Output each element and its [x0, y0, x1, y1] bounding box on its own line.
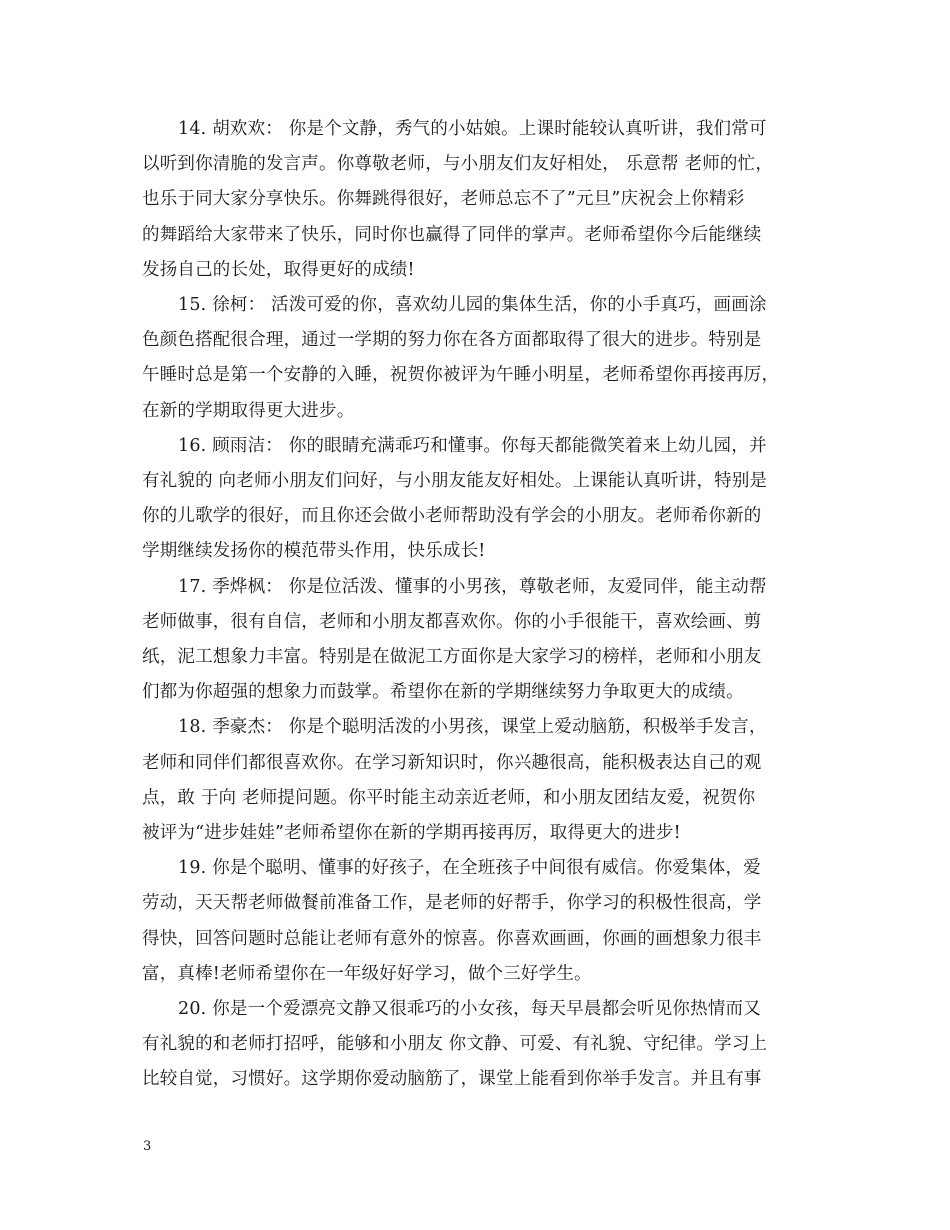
text-line: 色颜色搭配很合理，通过一学期的努力你在各方面都取得了很大的进步。特别是	[142, 330, 762, 351]
text-line: 的舞蹈给大家带来了快乐，同时你也赢得了同伴的掌声。老师希望你今后能继续	[142, 224, 762, 245]
text-line: 点，敢 于向 老师提问题。你平时能主动亲近老师，和小朋友团结友爱，祝贺你	[142, 787, 756, 808]
text-line: 14. 胡欢欢： 你是个文静，秀气的小姑娘。上课时能较认真听讲，我们常可	[178, 119, 767, 139]
text-line: 老师和同伴们都很喜欢你。在学习新知识时，你兴趣很高，能积极表达自己的观	[142, 752, 762, 773]
text-line: 20. 你是一个爱漂亮文静又很乖巧的小女孩，每天早晨都会听见你热情而又	[178, 999, 761, 1020]
paragraph	[142, 992, 812, 1098]
text-line: 你的儿歌学的很好，而且你还会做小老师帮助没有学会的小朋友。老师希你新的	[142, 506, 762, 527]
text-line: 比较自觉，习惯好。这学期你爱动脑筋了，课堂上能看到你举手发言。并且有事	[142, 1069, 762, 1090]
text-line: 17. 季烨枫： 你是位活泼、懂事的小男孩，尊敬老师，友爱同伴，能主动帮	[178, 576, 767, 597]
text-line: 劳动，天天帮老师做餐前准备工作，是老师的好帮手，你学习的积极性很高，学	[142, 893, 762, 914]
paragraph	[142, 288, 812, 429]
text-line: 18. 季豪杰： 你是个聪明活泼的小男孩，课堂上爱动脑筋，积极举手发言，	[178, 717, 767, 738]
text-line: 发扬自己的长处，取得更好的成绩!	[142, 259, 415, 280]
paragraph	[142, 710, 812, 851]
text-line: 有礼貌的和老师打招呼，能够和小朋友 你文静、可爱、有礼貌、守纪律。学习上	[142, 1034, 768, 1055]
paragraph	[142, 429, 812, 570]
text-line: 19. 你是个聪明、懂事的好孩子，在全班孩子中间很有威信。你爱集体，爱	[178, 858, 761, 879]
paragraph	[142, 112, 812, 288]
text-line: 也乐于同大家分享快乐。你舞跳得很好，老师总忘不了”元旦”庆祝会上你精彩	[142, 189, 745, 210]
text-line: 16. 顾雨洁： 你的眼睛充满乖巧和懂事。你每天都能微笑着来上幼儿园，并	[178, 435, 767, 456]
text-line: 15. 徐柯： 活泼可爱的你，喜欢幼儿园的集体生活，你的小手真巧，画画涂	[178, 295, 767, 316]
text-line: 们都为你超强的想象力而鼓掌。希望你在新的学期继续努力争取更大的成绩。	[142, 682, 744, 703]
text-line: 纸，泥工想象力丰富。特别是在做泥工方面你是大家学习的榜样，老师和小朋友	[142, 647, 762, 668]
text-line: 有礼貌的 向老师小朋友们问好，与小朋友能友好相处。上课能认真听讲，特别是	[142, 471, 768, 492]
text-line: 被评为“进步娃娃”老师希望你在新的学期再接再厉，取得更大的进步!	[142, 823, 681, 844]
text-line: 学期继续发扬你的模范带头作用，快乐成长!	[142, 541, 486, 562]
paragraph	[142, 851, 812, 992]
text-line: 得快，回答问题时总能让老师有意外的惊喜。你喜欢画画，你画的画想象力很丰	[142, 928, 762, 949]
page-number: 3	[143, 1139, 152, 1154]
paragraph	[142, 570, 812, 711]
text-line: 午睡时总是第一个安静的入睡，祝贺你被评为午睡小明星，老师希望你再接再厉，	[142, 365, 780, 386]
text-line: 老师做事，很有自信，老师和小朋友都喜欢你。你的小手很能干，喜欢绘画、剪	[142, 611, 762, 632]
text-line: 以听到你清脆的发言声。你尊敬老师，与小朋友们友好相处， 乐意帮 老师的忙，	[142, 154, 774, 175]
text-line: 富，真棒!老师希望你在一年级好好学习，做个三好学生。	[142, 963, 592, 984]
text-line: 在新的学期取得更大进步。	[142, 400, 355, 421]
document-body	[142, 112, 812, 1098]
